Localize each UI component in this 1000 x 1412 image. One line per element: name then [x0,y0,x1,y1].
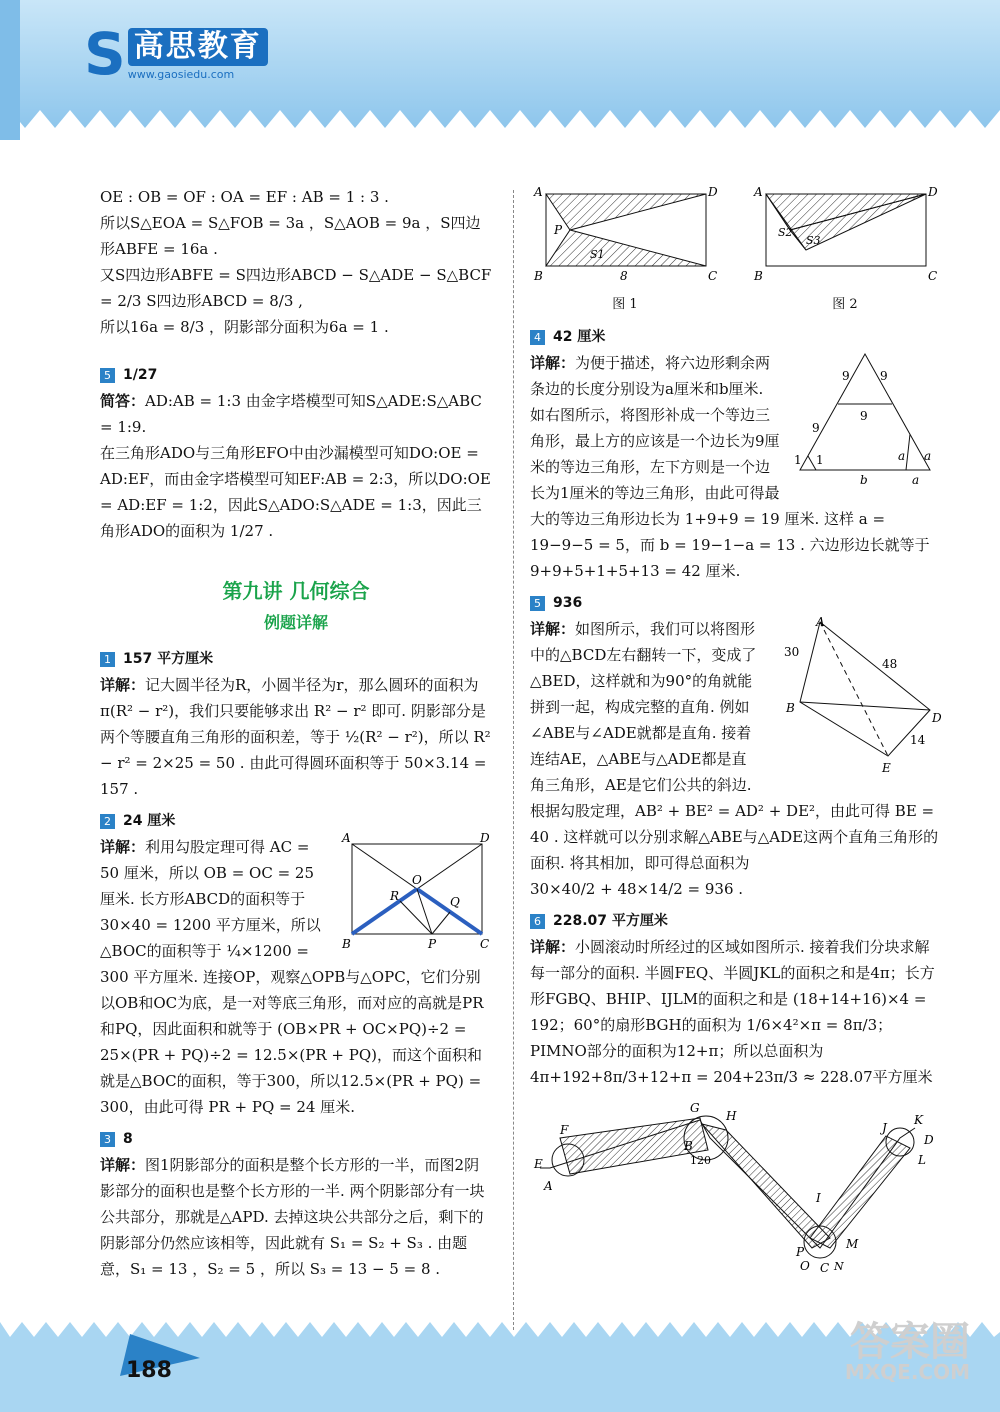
hexagon-triangle-figure [790,350,940,490]
svg-text:120: 120 [690,1154,711,1167]
chapter-title: 第九讲 几何综合 [222,579,370,603]
svg-text:G: G [690,1101,700,1115]
watermark-url: MXQE.COM [844,1360,970,1384]
left-column [100,184,492,1282]
text-line: 所以16a = 8/3 ，阴影部分面积为6a = 1 . [100,318,389,336]
svg-text:A: A [342,831,351,845]
label: 详解： [100,1156,146,1174]
right-column [530,184,940,1286]
text: 图1阴影部分的面积是整个长方形的一半，而图2阴影部分的面积也是整个长方形的一半. 两个阴影部分有一块公共部分，那就是△APD. 去掉这块公共部分之后，剩下的阴影部分仍然应该相等，因此就有 S₁ = S₂ + S₃ . 由题意，S₁ = 13 ，S₂ = 5 ，所以 S₃ = 13 − 5 = 8 . [100,1156,485,1278]
brand-logo [84,20,268,88]
svg-text:b: b [860,473,868,487]
svg-text:K: K [914,1113,923,1127]
svg-text:48: 48 [882,657,898,671]
answer-3 [100,1126,492,1152]
question-number: 4 [530,330,545,345]
text: 记大圆半径为R，小圆半径为r，那么圆环的面积为π(R² − r²)，我们只要能够求出 R² − r² 即可. 阴影部分是两个等腰直角三角形的面积差，等于 ½(R² − r²)，所以 R² − r² = 2×25 = 50 . 由此可得圆环面积等于 50×3.14 = 157 . [100,676,491,798]
svg-text:C: C [480,937,490,951]
text: 为便于描述，将六边形剩余两条边的长度分别设为a厘米和b厘米. 如右图所示，将图形补成一个等边三角形，最上方的应该是一个边长为9厘米的等边三角形，左下方则是一个边长为1厘米的等边三角形，由此可得最大的等边三角形边长为 1+9+9 = 19 厘米. 这样 a = 19−9−5 = 5，而 b = 19−1−a = 13 . 六边形边长就等于 9+9+5+1+5+13 = 42 厘米. [530,354,930,580]
svg-text:I: I [816,1191,821,1205]
svg-text:B: B [786,701,795,715]
answer-4 [530,324,940,350]
svg-text:S1: S1 [590,248,605,261]
svg-text:R: R [390,889,400,903]
brand-name: 高思教育 [128,28,268,66]
answer-value: 8 [123,1131,133,1147]
svg-text:C: C [820,1261,830,1275]
svg-text:S2: S2 [778,226,793,239]
answer-text [100,388,492,440]
answer-text [100,1152,492,1282]
label: 详解： [100,676,146,694]
svg-text:9: 9 [880,369,888,383]
svg-text:Q: Q [450,895,460,909]
watermark: 答案圈 [850,1319,970,1365]
quadrilateral-figure [770,616,940,776]
svg-text:M: M [846,1237,859,1251]
figure-caption: 图 2 [832,297,858,312]
svg-text:B: B [342,937,351,951]
text-line: OE : OB = OF : OA = EF : AB = 1 : 3 . [100,188,389,206]
svg-text:a: a [898,449,906,463]
question-number: 3 [100,1132,115,1147]
svg-text:D: D [480,831,490,845]
svg-text:H: H [726,1109,737,1123]
svg-text:1: 1 [816,453,824,467]
svg-text:C: C [928,269,938,283]
svg-text:P: P [554,223,563,237]
svg-text:B: B [684,1139,693,1153]
text: 小圆滚动时所经过的区域如图所示. 接着我们分块求解每一部分的面积. 半圆FEQ、半圆JKL的面积之和是4π；长方形FGBQ、BHIP、IJLM的面积之和是 (18+14+16)×4 = 192；60°的扇形BGH的面积为 1/6×4²×π = 8π/3；PIMNO部分的面积为12+π；所以总面积为 4π+192+8π/3+12+π = 204+23π/3 ≈ 228.07平方厘米 [530,938,935,1086]
svg-text:B: B [534,269,543,283]
brand-s-icon: S [84,20,126,88]
figure-1-shaded-rectangle [530,184,720,284]
column-divider [513,190,514,1330]
svg-text:A: A [534,185,543,199]
answer-value: 42 厘米 [553,329,606,345]
text: AD:AB = 1:3 由金字塔模型可知S△ADE:S△ABC = 1:9. [100,392,482,436]
figures-row [530,184,940,318]
svg-text:D: D [932,711,942,725]
svg-text:E: E [882,761,891,775]
answer-text [530,934,940,1090]
svg-text:O: O [412,873,422,887]
svg-text:9: 9 [812,421,820,435]
svg-text:O: O [800,1259,810,1273]
answer-2 [100,808,492,834]
svg-text:8: 8 [620,269,628,283]
section-title: 例题详解 [263,613,328,632]
question-number: 1 [100,652,115,667]
svg-text:C: C [708,269,718,283]
svg-text:D: D [928,185,938,199]
answer-6 [530,908,940,934]
svg-text:N: N [834,1260,844,1273]
question-number: 2 [100,814,115,829]
svg-text:B: B [754,269,763,283]
svg-text:30: 30 [784,645,800,659]
brand-url: www.gaosiedu.com [127,67,235,81]
answer-5b [530,590,940,616]
svg-text:J: J [882,1121,887,1135]
figure-caption: 图 1 [612,297,638,312]
svg-text:D: D [924,1133,934,1147]
question-number: 6 [530,914,545,929]
svg-text:A: A [544,1179,553,1193]
text-line: 所以S△EOA = S△FOB = 3a ，S△AOB = 9a ，S四边形ABFE = 16a . [100,214,481,258]
svg-text:S3: S3 [806,234,821,247]
svg-text:A: A [754,185,763,199]
question-number: 5 [100,368,115,383]
page-number: 188 [126,1358,172,1383]
answer-value: 157 平方厘米 [123,651,214,667]
label: 详解： [530,620,576,638]
label: 详解： [530,938,576,956]
svg-text:1: 1 [794,453,802,467]
text-line: 又S四边形ABFE = S四边形ABCD − S△ADE − S△BCF = 2/3 S四边形ABCD = 8/3 , [100,266,492,310]
svg-text:14: 14 [910,733,926,747]
svg-text:L: L [918,1153,926,1167]
answer-value: 936 [553,595,583,611]
svg-text:P: P [796,1245,805,1259]
text: 如图所示，我们可以将图形中的△BCD左右翻转一下，变成了△BED，这样就和为90°的角就能拼到一起，构成完整的直角. 例如∠ABE与∠ADE就都是直角. 接着连结AE，△ABE与△ADE都是直角三角形，AE是它们公共的斜边. 根据勾股定理，AB² + BE² = AD² + DE²，由此可得 BE = 40 . 这样就可以分别求解△ABE与△ADE这两个直角三角形的面积. 将其相加，即可得总面积为 [530,620,939,872]
figure-2-shaded-rectangle [750,184,940,284]
svg-text:9: 9 [860,409,868,423]
svg-text:A: A [816,615,825,629]
svg-text:D: D [708,185,718,199]
svg-text:E: E [534,1157,543,1171]
formula: 30×40/2 + 48×14/2 = 936 . [530,880,744,898]
label: 详解： [530,354,576,372]
svg-text:F: F [560,1123,569,1137]
answer-text [100,672,492,802]
svg-text:a: a [924,449,932,463]
label: 简答： [100,392,146,410]
label: 详解： [100,838,146,856]
text: 利用勾股定理可得 AC = 50 厘米，所以 OB = OC = 25 厘米. 长方形ABCD的面积等于 30×40 = 1200 平方厘米，所以△BOC的面积等于 ¼×1200 = 300 平方厘米. 连接OP，观察△OPB与△OPC，它们分别以OB和OC为底，是一对等底三角形，而对应的高就是PR和PQ，因此面积和就等于 (OB×PR + OC×PQ)÷2 = 25×(PR + PQ)÷2 = 12.5×(PR + PQ)，而这个面积和就是△BOC的面积，等于300，所以12.5×(PR + PQ) = 300，由此可得 PR + PQ = 24 厘米. [100,838,484,1116]
rolling-circle-track-figure [530,1098,940,1278]
svg-text:P: P [428,937,437,951]
answer-5 [100,362,492,388]
svg-text:9: 9 [842,369,850,383]
svg-text:a: a [912,473,920,487]
answer-value: 24 厘米 [123,813,176,829]
answer-1 [100,646,492,672]
question-number: 5 [530,596,545,611]
rectangle-diagonal-figure [342,831,492,954]
answer-text: 在三角形ADO与三角形EFO中由沙漏模型可知DO:OE = AD:EF，而由金字塔模型可知EF:AB = 2:3，所以DO:OE = AD:EF = 1:2，因此S△ADO:S△ADE = 1:3，因此三角形ADO的面积为 1/27 . [100,444,491,540]
answer-value: 228.07 平方厘米 [553,913,668,929]
answer-value: 1/27 [123,367,158,383]
